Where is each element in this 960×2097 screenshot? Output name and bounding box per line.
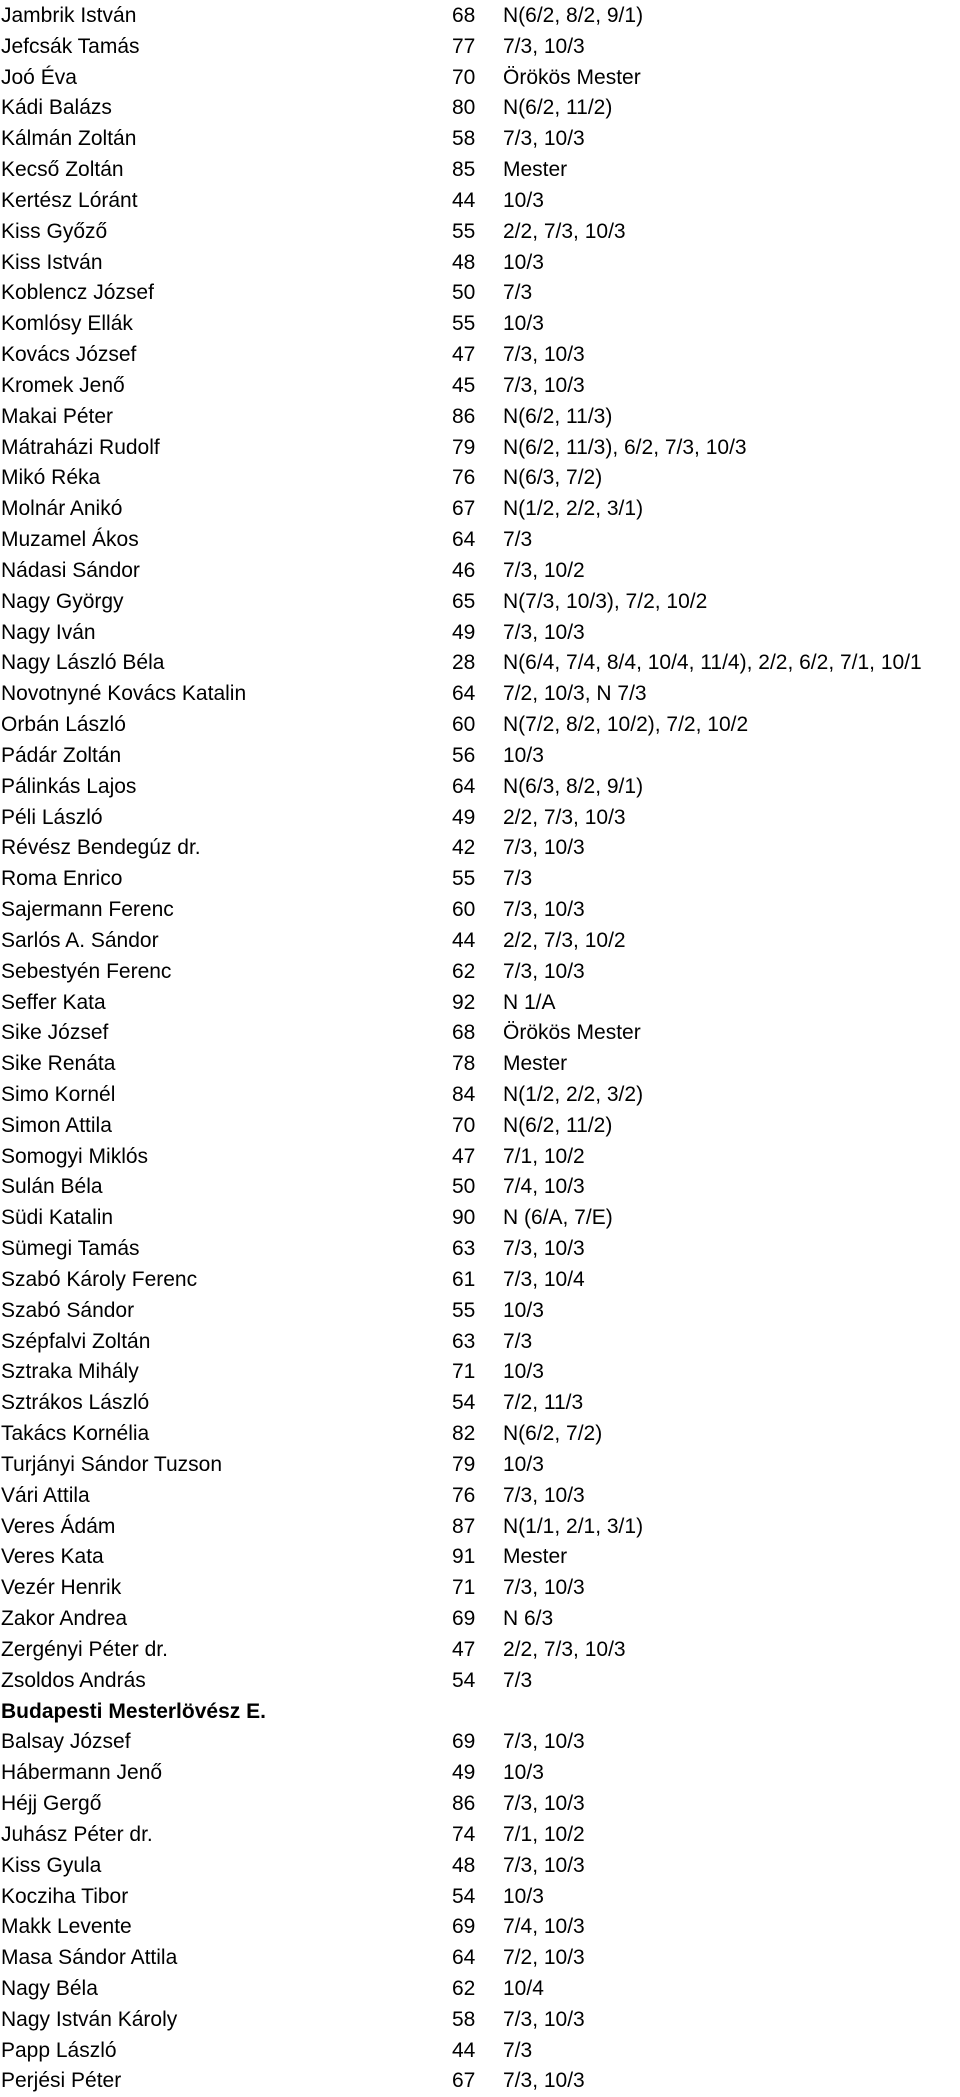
member-score: 76	[452, 466, 476, 490]
roster-row	[0, 1357, 960, 1388]
roster-row	[0, 371, 960, 402]
roster-row	[0, 2036, 960, 2067]
member-score: 58	[452, 127, 476, 151]
member-score: 54	[452, 1391, 476, 1415]
roster-row	[0, 679, 960, 710]
member-name: Kertész Lóránt	[1, 188, 138, 212]
roster-row	[0, 772, 960, 803]
roster-row	[0, 1142, 960, 1173]
member-classification: 7/2, 10/3, N 7/3	[503, 682, 647, 706]
member-classification: Mester	[503, 1545, 568, 1569]
member-classification: 7/3, 10/3	[503, 1237, 585, 1261]
member-name: Takács Kornélia	[1, 1422, 150, 1446]
member-name: Nagy Béla	[1, 1977, 98, 2000]
member-name: Kecső Zoltán	[1, 158, 124, 182]
member-classification: 10/3	[503, 1452, 544, 1476]
member-name: Nagy Iván	[1, 620, 96, 644]
roster-row	[0, 2066, 960, 2097]
member-name: Mikó Réka	[1, 466, 101, 490]
member-classification: Örökös Mester	[503, 65, 641, 89]
member-score: 58	[452, 2007, 476, 2031]
roster-row	[0, 309, 960, 340]
member-classification: N(1/2, 2/2, 3/1)	[503, 497, 644, 521]
member-name: Sajermann Ferenc	[1, 898, 174, 922]
member-classification: 7/3	[503, 1668, 533, 1692]
member-score: 86	[452, 404, 476, 428]
member-classification: 10/3	[503, 312, 544, 336]
member-classification: 7/3, 10/3	[503, 959, 585, 983]
member-name: Vári Attila	[1, 1483, 90, 1507]
member-score: 67	[452, 2069, 476, 2093]
member-score: 50	[452, 281, 476, 305]
roster-row	[0, 1758, 960, 1789]
member-classification: 2/2, 7/3, 10/3	[503, 805, 626, 829]
member-score: 78	[452, 1052, 476, 1076]
member-name: Simo Kornél	[1, 1082, 116, 1106]
member-score: 68	[452, 1021, 476, 1045]
roster-row	[0, 1974, 960, 2005]
member-classification: Mester	[503, 1052, 568, 1076]
member-name: Turjányi Sándor Tuzson	[1, 1452, 223, 1476]
member-classification: 10/3	[503, 1298, 544, 1322]
member-classification: 7/3, 10/2	[503, 558, 585, 582]
member-score: 50	[452, 1175, 476, 1199]
member-score: 76	[452, 1483, 476, 1507]
roster-row	[0, 710, 960, 741]
member-classification: 7/3, 10/3	[503, 836, 585, 860]
roster-row	[0, 1419, 960, 1450]
roster-row	[0, 988, 960, 1019]
member-classification: N 6/3	[503, 1607, 554, 1631]
member-name: Mátraházi Rudolf	[1, 435, 160, 459]
club-heading	[0, 1697, 960, 1728]
member-name: Pálinkás Lajos	[1, 774, 137, 798]
member-name: Sümegi Tamás	[1, 1237, 140, 1261]
member-classification: 7/4, 10/3	[503, 1175, 585, 1199]
member-score: 47	[452, 1144, 476, 1168]
roster-row	[0, 1, 960, 32]
roster-row	[0, 32, 960, 63]
member-name: Veres Kata	[1, 1545, 104, 1569]
member-name: Koblencz József	[1, 281, 154, 305]
roster-row	[0, 957, 960, 988]
roster-row	[0, 1635, 960, 1666]
member-name: Roma Enrico	[1, 867, 123, 891]
roster-row	[0, 340, 960, 371]
roster-row	[0, 93, 960, 124]
roster-row	[0, 1604, 960, 1635]
roster-row	[0, 618, 960, 649]
roster-row	[0, 864, 960, 895]
member-name: Sebestyén Ferenc	[1, 959, 172, 983]
member-score: 68	[452, 4, 476, 27]
member-score: 61	[452, 1267, 476, 1291]
member-name: Kádi Balázs	[1, 96, 112, 120]
member-classification: 7/1, 10/2	[503, 1822, 585, 1846]
member-classification: N(6/2, 8/2, 9/1)	[503, 4, 644, 27]
club-name: Budapesti Mesterlövész E.	[1, 1699, 266, 1723]
member-classification: 7/3, 10/3	[503, 1576, 585, 1600]
roster-row	[0, 1203, 960, 1234]
member-classification: N(6/2, 11/3)	[503, 404, 613, 428]
member-name: Szépfalvi Zoltán	[1, 1329, 151, 1353]
roster-table	[0, 1, 960, 2097]
roster-row	[0, 1265, 960, 1296]
member-score: 67	[452, 497, 476, 521]
member-classification: N(6/2, 11/2)	[503, 1113, 613, 1137]
member-name: Pádár Zoltán	[1, 743, 122, 767]
member-score: 62	[452, 1977, 476, 2000]
member-name: Papp László	[1, 2038, 117, 2062]
member-classification: 10/3	[503, 743, 544, 767]
member-score: 79	[452, 1452, 476, 1476]
member-classification: 7/3, 10/3	[503, 373, 585, 397]
member-classification: N(6/2, 11/2)	[503, 96, 613, 120]
member-name: Jefcsák Tamás	[1, 34, 140, 58]
member-score: 69	[452, 1730, 476, 1754]
member-name: Nagy István Károly	[1, 2007, 178, 2031]
member-classification: N 1/A	[503, 990, 556, 1014]
member-classification: 2/2, 7/3, 10/3	[503, 1637, 626, 1661]
member-classification: Mester	[503, 158, 568, 182]
roster-row	[0, 741, 960, 772]
member-name: Sztrákos László	[1, 1391, 150, 1415]
member-name: Péli László	[1, 805, 103, 829]
member-score: 44	[452, 2038, 476, 2062]
member-score: 55	[452, 867, 476, 891]
member-classification: 10/3	[503, 250, 544, 274]
member-classification: 7/3, 10/3	[503, 34, 585, 58]
member-name: Jambrik István	[1, 4, 137, 27]
member-score: 63	[452, 1237, 476, 1261]
roster-row	[0, 1727, 960, 1758]
roster-row	[0, 833, 960, 864]
member-classification: N(6/3, 7/2)	[503, 466, 603, 490]
member-name: Zergényi Péter dr.	[1, 1637, 168, 1661]
member-classification: N(6/4, 7/4, 8/4, 10/4, 11/4), 2/2, 6/2, 7/1, 10/1	[503, 651, 922, 675]
member-score: 91	[452, 1545, 476, 1569]
member-score: 64	[452, 682, 476, 706]
member-score: 28	[452, 651, 476, 675]
member-classification: N(6/2, 11/3), 6/2, 7/3, 10/3	[503, 435, 747, 459]
member-score: 79	[452, 435, 476, 459]
member-score: 49	[452, 1761, 476, 1785]
roster-row	[0, 1542, 960, 1573]
member-classification: 7/4, 10/3	[503, 1915, 585, 1939]
roster-row	[0, 1388, 960, 1419]
roster-row	[0, 1666, 960, 1697]
roster-row	[0, 648, 960, 679]
member-classification: 7/3	[503, 281, 533, 305]
roster-row	[0, 124, 960, 155]
member-score: 56	[452, 743, 476, 767]
member-classification: 7/1, 10/2	[503, 1144, 585, 1168]
roster-row	[0, 1049, 960, 1080]
member-score: 87	[452, 1514, 476, 1538]
member-name: Masa Sándor Attila	[1, 1946, 178, 1970]
member-name: Vezér Henrik	[1, 1576, 122, 1600]
member-classification: N(6/2, 7/2)	[503, 1422, 603, 1446]
roster-row	[0, 1080, 960, 1111]
member-score: 64	[452, 774, 476, 798]
member-name: Balsay József	[1, 1730, 131, 1754]
roster-row	[0, 494, 960, 525]
member-name: Komlósy Ellák	[1, 312, 133, 336]
member-score: 62	[452, 959, 476, 983]
member-classification: 10/3	[503, 1761, 544, 1785]
member-score: 80	[452, 96, 476, 120]
member-classification: 7/3, 10/3	[503, 1483, 585, 1507]
roster-row	[0, 63, 960, 94]
member-classification: 7/3, 10/3	[503, 1853, 585, 1877]
roster-row	[0, 1450, 960, 1481]
member-score: 71	[452, 1576, 476, 1600]
member-name: Sarlós A. Sándor	[1, 928, 159, 952]
member-classification: 7/3, 10/3	[503, 1730, 585, 1754]
member-classification: N(1/1, 2/1, 3/1)	[503, 1514, 644, 1538]
member-name: Kovács József	[1, 343, 137, 367]
member-score: 46	[452, 558, 476, 582]
member-score: 55	[452, 219, 476, 243]
member-name: Zakor Andrea	[1, 1607, 128, 1631]
member-name: Südi Katalin	[1, 1206, 114, 1230]
member-score: 69	[452, 1607, 476, 1631]
roster-row	[0, 463, 960, 494]
member-classification: 7/3, 10/3	[503, 620, 585, 644]
member-score: 49	[452, 805, 476, 829]
member-classification: 10/4	[503, 1977, 544, 2000]
member-score: 71	[452, 1360, 476, 1384]
member-name: Nagy György	[1, 589, 124, 613]
member-name: Nagy László Béla	[1, 651, 165, 675]
member-name: Sztraka Mihály	[1, 1360, 139, 1384]
member-classification: 7/3, 10/4	[503, 1267, 585, 1291]
member-score: 49	[452, 620, 476, 644]
roster-row	[0, 217, 960, 248]
roster-row	[0, 1789, 960, 1820]
roster-row	[0, 1882, 960, 1913]
member-score: 77	[452, 34, 476, 58]
member-score: 65	[452, 589, 476, 613]
member-name: Makk Levente	[1, 1915, 132, 1939]
member-score: 60	[452, 898, 476, 922]
roster-row	[0, 895, 960, 926]
member-classification: 7/3, 10/3	[503, 343, 585, 367]
roster-row	[0, 1820, 960, 1851]
member-name: Kálmán Zoltán	[1, 127, 137, 151]
member-score: 47	[452, 1637, 476, 1661]
member-name: Simon Attila	[1, 1113, 112, 1137]
roster-row	[0, 1943, 960, 1974]
roster-row	[0, 1296, 960, 1327]
member-name: Muzamel Ákos	[1, 528, 139, 552]
roster-row	[0, 248, 960, 279]
member-name: Révész Bendegúz dr.	[1, 836, 201, 860]
member-score: 70	[452, 1113, 476, 1137]
member-name: Perjési Péter	[1, 2069, 122, 2093]
member-name: Kocziha Tibor	[1, 1884, 129, 1908]
roster-row	[0, 186, 960, 217]
member-score: 86	[452, 1792, 476, 1816]
member-score: 85	[452, 158, 476, 182]
member-name: Zsoldos András	[1, 1668, 146, 1692]
member-name: Juhász Péter dr.	[1, 1822, 153, 1846]
roster-row	[0, 1018, 960, 1049]
roster-row	[0, 525, 960, 556]
roster-row	[0, 1573, 960, 1604]
member-classification: 7/3, 10/3	[503, 2069, 585, 2093]
roster-row	[0, 278, 960, 309]
member-score: 82	[452, 1422, 476, 1446]
member-score: 92	[452, 990, 476, 1014]
member-score: 74	[452, 1822, 476, 1846]
member-classification: 7/3	[503, 867, 533, 891]
roster-row	[0, 1111, 960, 1142]
roster-row	[0, 1512, 960, 1543]
roster-row	[0, 803, 960, 834]
member-name: Kiss Gyula	[1, 1853, 102, 1877]
roster-row	[0, 1172, 960, 1203]
member-score: 90	[452, 1206, 476, 1230]
member-classification: N(6/3, 8/2, 9/1)	[503, 774, 644, 798]
roster-row	[0, 1327, 960, 1358]
member-name: Somogyi Miklós	[1, 1144, 149, 1168]
roster-row	[0, 1481, 960, 1512]
member-score: 55	[452, 1298, 476, 1322]
member-name: Makai Péter	[1, 404, 114, 428]
member-name: Kromek Jenő	[1, 373, 125, 397]
roster-row	[0, 556, 960, 587]
member-classification: 7/3	[503, 528, 533, 552]
member-name: Sulán Béla	[1, 1175, 103, 1199]
member-score: 70	[452, 65, 476, 89]
member-name: Molnár Anikó	[1, 497, 123, 521]
roster-row	[0, 2005, 960, 2036]
member-score: 84	[452, 1082, 476, 1106]
member-score: 48	[452, 1853, 476, 1877]
member-classification: Örökös Mester	[503, 1021, 641, 1045]
member-score: 42	[452, 836, 476, 860]
member-classification: 7/3	[503, 2038, 533, 2062]
member-name: Veres Ádám	[1, 1514, 116, 1538]
member-name: Szabó Sándor	[1, 1298, 135, 1322]
roster-row	[0, 1851, 960, 1882]
member-name: Sike József	[1, 1021, 109, 1045]
member-classification: N(1/2, 2/2, 3/2)	[503, 1082, 644, 1106]
member-name: Nádasi Sándor	[1, 558, 140, 582]
member-classification: 7/3, 10/3	[503, 127, 585, 151]
member-score: 44	[452, 188, 476, 212]
member-score: 48	[452, 250, 476, 274]
member-score: 60	[452, 713, 476, 737]
member-classification: N (6/A, 7/E)	[503, 1206, 613, 1230]
member-score: 64	[452, 1946, 476, 1970]
member-classification: 7/3, 10/3	[503, 2007, 585, 2031]
member-classification: 7/3	[503, 1329, 533, 1353]
member-name: Orbán László	[1, 713, 126, 737]
member-classification: 7/3, 10/3	[503, 898, 585, 922]
member-classification: 2/2, 7/3, 10/3	[503, 219, 626, 243]
member-classification: 10/3	[503, 1360, 544, 1384]
member-classification: N(7/2, 8/2, 10/2), 7/2, 10/2	[503, 713, 749, 737]
roster-row	[0, 1912, 960, 1943]
roster-row	[0, 402, 960, 433]
member-classification: 10/3	[503, 1884, 544, 1908]
member-classification: 2/2, 7/3, 10/2	[503, 928, 626, 952]
roster-row	[0, 433, 960, 464]
member-score: 54	[452, 1884, 476, 1908]
roster-row	[0, 155, 960, 186]
member-classification: 10/3	[503, 188, 544, 212]
member-name: Kiss Győző	[1, 219, 108, 243]
member-name: Héjj Gergő	[1, 1792, 102, 1816]
member-name: Novotnyné Kovács Katalin	[1, 682, 247, 706]
member-score: 55	[452, 312, 476, 336]
member-name: Seffer Kata	[1, 990, 106, 1014]
member-score: 54	[452, 1668, 476, 1692]
member-name: Joó Éva	[1, 65, 77, 89]
member-name: Hábermann Jenő	[1, 1761, 163, 1785]
member-name: Sike Renáta	[1, 1052, 116, 1076]
member-score: 64	[452, 528, 476, 552]
roster-row	[0, 926, 960, 957]
member-name: Szabó Károly Ferenc	[1, 1267, 198, 1291]
member-score: 63	[452, 1329, 476, 1353]
roster-row	[0, 1234, 960, 1265]
member-classification: 7/2, 11/3	[503, 1391, 584, 1415]
roster-row	[0, 587, 960, 618]
member-score: 47	[452, 343, 476, 367]
member-score: 45	[452, 373, 476, 397]
member-classification: 7/3, 10/3	[503, 1792, 585, 1816]
member-score: 44	[452, 928, 476, 952]
member-classification: N(7/3, 10/3), 7/2, 10/2	[503, 589, 708, 613]
member-classification: 7/2, 10/3	[503, 1946, 585, 1970]
member-score: 69	[452, 1915, 476, 1939]
member-name: Kiss István	[1, 250, 103, 274]
